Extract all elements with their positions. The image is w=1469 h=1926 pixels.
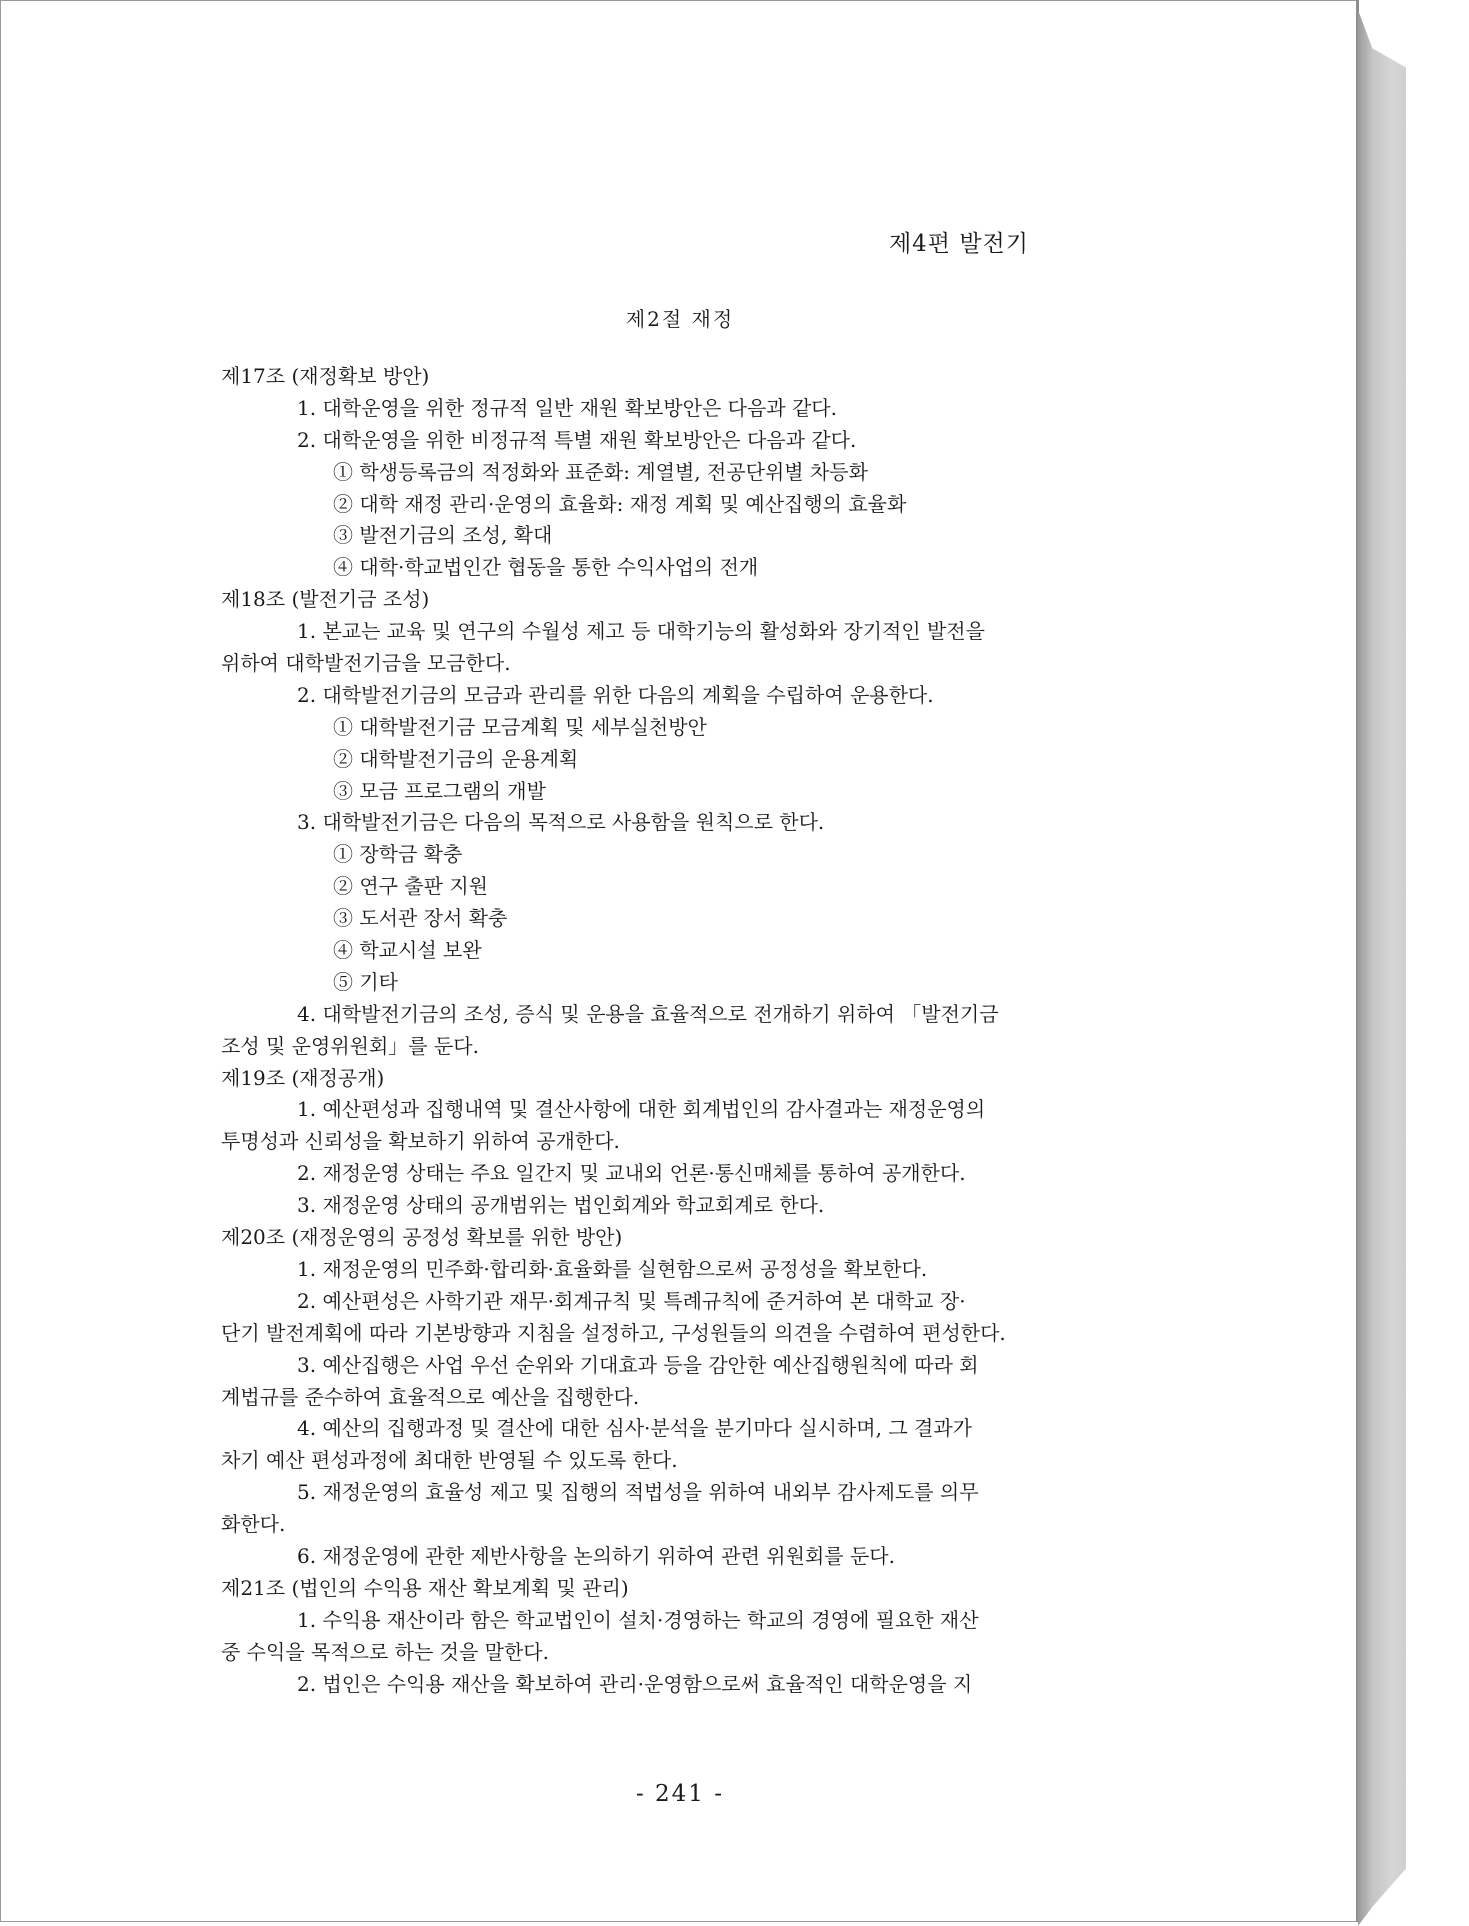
list-item: ② 대학 재정 관리·운영의 효율화: 재정 계획 및 예산집행의 효율화 bbox=[333, 491, 907, 516]
list-item: ③ 모금 프로그램의 개발 bbox=[333, 778, 546, 803]
continuation-line: 계법규를 준수하여 효율적으로 예산을 집행한다. bbox=[221, 1384, 640, 1409]
paragraph-line: 2. 법인은 수익용 재산을 확보하여 관리·운영함으로써 효율적인 대학운영을 지 bbox=[297, 1671, 973, 1696]
list-item: ③ 도서관 장서 확충 bbox=[333, 906, 508, 931]
continuation-line: 중 수익을 목적으로 하는 것을 말한다. bbox=[221, 1639, 549, 1664]
article-heading: 제19조 (재정공개) bbox=[221, 1065, 385, 1090]
article-heading: 제21조 (법인의 수익용 재산 확보계획 및 관리) bbox=[221, 1575, 629, 1600]
paragraph-line: 2. 재정운영 상태는 주요 일간지 및 교내외 언론·통신매체를 통하여 공개한다. bbox=[297, 1161, 966, 1186]
paragraph-line: 2. 대학발전기금의 모금과 관리를 위한 다음의 계획을 수립하여 운용한다. bbox=[297, 682, 934, 707]
list-item: ④ 학교시설 보완 bbox=[333, 938, 482, 963]
paragraph-line: 3. 예산집행은 사업 우선 순위와 기대효과 등을 감안한 예산집행원칙에 따라 회 bbox=[297, 1352, 979, 1377]
paragraph-line: 3. 대학발전기금은 다음의 목적으로 사용함을 원칙으로 한다. bbox=[297, 810, 825, 835]
list-item: ② 대학발전기금의 운용계획 bbox=[333, 746, 579, 771]
paragraph-line: 1. 수익용 재산이라 함은 학교법인이 설치·경영하는 학교의 경영에 필요한 재산 bbox=[297, 1607, 979, 1632]
list-item: ③ 발전기금의 조성, 확대 bbox=[333, 523, 553, 548]
article-heading: 제20조 (재정운영의 공정성 확보를 위한 방안) bbox=[221, 1225, 623, 1250]
continuation-line: 조성 및 운영위원회」를 둔다. bbox=[221, 1033, 479, 1058]
section-title: 제2절 재정 bbox=[625, 307, 735, 331]
body-text bbox=[221, 361, 1099, 1700]
list-item: ① 장학금 확충 bbox=[333, 842, 463, 867]
list-item: ① 학생등록금의 적정화와 표준화: 계열별, 전공단위별 차등화 bbox=[333, 459, 868, 484]
list-item: ① 대학발전기금 모금계획 및 세부실천방안 bbox=[333, 714, 707, 739]
paragraph-line: 6. 재정운영에 관한 제반사항을 논의하기 위하여 관련 위원회를 둔다. bbox=[297, 1543, 895, 1568]
paragraph-line: 1. 대학운영을 위한 정규적 일반 재원 확보방안은 다음과 같다. bbox=[297, 395, 837, 420]
article-heading: 제18조 (발전기금 조성) bbox=[221, 587, 430, 612]
paragraph-line: 1. 예산편성과 집행내역 및 결산사항에 대한 회계법인의 감사결과는 재정운영의 bbox=[297, 1097, 986, 1122]
list-item: ⑤ 기타 bbox=[333, 969, 398, 994]
page-stack-edge bbox=[1358, 10, 1406, 1926]
list-item: ② 연구 출판 지원 bbox=[333, 874, 488, 899]
list-item: ④ 대학·학교법인간 협동을 통한 수익사업의 전개 bbox=[333, 555, 759, 580]
paragraph-line: 1. 재정운영의 민주화·합리화·효율화를 실현함으로써 공정성을 확보한다. bbox=[297, 1256, 928, 1281]
paragraph-line: 2. 대학운영을 위한 비정규적 특별 재원 확보방안은 다음과 같다. bbox=[297, 427, 857, 452]
paragraph-line: 4. 예산의 집행과정 및 결산에 대한 심사·분석을 분기마다 실시하며, 그 결과가 bbox=[297, 1416, 972, 1441]
paragraph-line: 2. 예산편성은 사학기관 재무·회계규칙 및 특례규칙에 준거하여 본 대학교 장· bbox=[297, 1288, 966, 1313]
continuation-line: 단기 발전계획에 따라 기본방향과 지침을 설정하고, 구성원들의 의견을 수렴하여 편성한다. bbox=[221, 1320, 1006, 1345]
article-heading: 제17조 (재정확보 방안) bbox=[221, 364, 430, 388]
continuation-line: 차기 예산 편성과정에 최대한 반영될 수 있도록 한다. bbox=[221, 1448, 678, 1473]
paragraph-line: 4. 대학발전기금의 조성, 증식 및 운용을 효율적으로 전개하기 위하여 「발전기금 bbox=[297, 1001, 999, 1026]
continuation-line: 투명성과 신뢰성을 확보하기 위하여 공개한다. bbox=[221, 1129, 620, 1154]
paragraph-line: 1. 본교는 교육 및 연구의 수월성 제고 등 대학기능의 활성화와 장기적인 발전을 bbox=[297, 619, 985, 644]
paragraph-line: 3. 재정운영 상태의 공개범위는 법인회계와 학교회계로 한다. bbox=[297, 1193, 825, 1218]
continuation-line: 위하여 대학발전기금을 모금한다. bbox=[221, 651, 511, 676]
running-header: 제4편 발전기 bbox=[888, 231, 1029, 257]
continuation-line: 화한다. bbox=[221, 1512, 286, 1537]
page-number: - 241 - bbox=[635, 1781, 725, 1807]
paragraph-line: 5. 재정운영의 효율성 제고 및 집행의 적법성을 위하여 내외부 감사제도를 의무 bbox=[297, 1480, 979, 1505]
